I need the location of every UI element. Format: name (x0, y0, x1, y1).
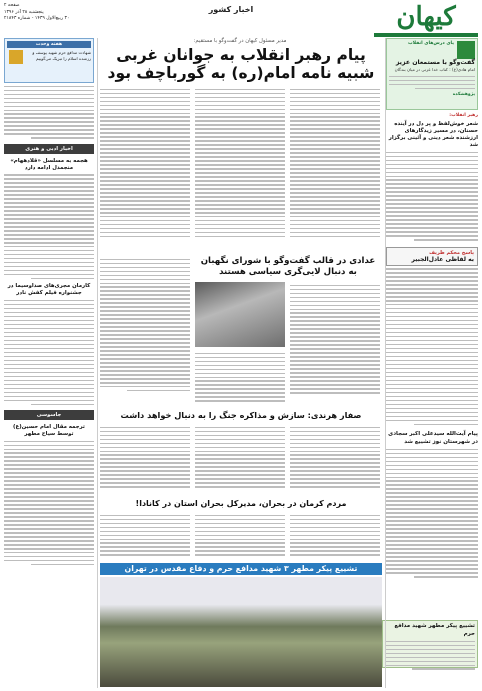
story-body (290, 282, 380, 407)
footer-feature-title: تشییع پیکر مطهر شهید مدافع حرم (394, 623, 475, 637)
ad-text: شهادت مدافع حرم شهید یوسف و رزمنده اسلام را تبریک می‌گوییم (32, 50, 91, 61)
headline-line: شبیه نامه امام(ره) به گورباچف بود (107, 64, 375, 82)
issue-meta (4, 3, 94, 23)
boxed-story-kicker: پاسخ محکم ظریف (429, 249, 474, 256)
story-body (290, 424, 380, 496)
footer-feature-box (382, 620, 478, 668)
column-divider (97, 38, 98, 688)
feature-link[interactable]: پژوهشکده (452, 91, 475, 97)
issue-meta-line: ۳۰ ربیع‌الاول ۱۴۳۹ - شماره ۲۱۸۴۳ (4, 16, 70, 21)
boxed-story-title: به لفاظی عادل‌الجبیر (411, 255, 474, 263)
column-body (4, 86, 94, 139)
feature-logo-icon (457, 41, 475, 59)
issue-meta-line: صفحه ۲ (4, 3, 20, 8)
story-headline: عدادی در قالب گفت‌وگو با شورای نگهبان به دنبال لایی‌گری سیاسی هستند (200, 256, 376, 277)
ad-heading: هفته وحدت (7, 41, 91, 48)
story-headline: مردم کرمان در بحران، مدیرکل بحران استان در کانادا! (135, 499, 347, 508)
main-headline (100, 46, 382, 82)
footer-feature-body (385, 641, 475, 670)
story-body (290, 512, 380, 560)
ad-box (4, 38, 94, 83)
story-title: کارمان مجری‌های صداوسیما در جشنواره فیلم کفش نادر (7, 283, 91, 297)
main-story-column (100, 86, 190, 251)
feature-lead: امام هادی(ع) : کتاب خدا عزتی در میان بندگان (394, 67, 475, 72)
column-divider (385, 38, 386, 688)
story-body (4, 174, 94, 279)
issue-meta-line: پنجشنبه ۲۸ آذر ۱۳۹۶ (4, 9, 44, 15)
story-body (100, 424, 190, 496)
ad-logo-icon (9, 50, 23, 64)
headline-line: پیام رهبر انقلاب به جوانان غربی (116, 46, 366, 64)
feature-title: گفت‌وگو با مستمعان عزیز (395, 59, 475, 66)
story-body (100, 512, 190, 560)
boxed-story-head (386, 247, 478, 266)
story-body (195, 512, 285, 560)
funeral-procession-photo (100, 577, 382, 687)
feature-tag: پای درس‌های انقلاب (407, 41, 454, 46)
story-body (195, 424, 285, 496)
story-body (386, 152, 478, 241)
story-body (4, 300, 94, 405)
section-band: اخبار ادبی و هنری (4, 144, 94, 154)
section-title: اخبار کشور (208, 5, 254, 14)
story-title: ترجمه مقال امام حسین(ع) توسط سیاح مطهر (13, 423, 85, 437)
story-body (386, 449, 478, 578)
boxed-story-body (386, 268, 478, 425)
headline-kicker: مدیر مسئول کیهان در گفت‌وگو با مستقیم: (193, 38, 287, 44)
story-title: هجمه به مسلسل «قلادههام» منجمدل ادامه دارد (10, 157, 88, 171)
story-title: شعر خوش‌لفظ و پر دل در آینده حسنان، در مسیر زیدگارهای ارزشنده شعر دینی و آئینی برگزار شد (388, 121, 478, 148)
newspaper-logo: کیهان (396, 2, 456, 32)
photo-caption-band: تشییع پیکر مطهر ۳ شهید مدافع حرم و دفاع مقدس در تهران (100, 563, 382, 575)
main-story-column (195, 86, 285, 251)
main-story-column (290, 86, 380, 251)
right-column (386, 38, 478, 688)
story-kicker: رهبر انقلاب: (449, 113, 478, 118)
logo-underline (374, 33, 478, 37)
feature-body (389, 76, 475, 89)
story-body (4, 441, 94, 566)
story-body (100, 256, 190, 406)
feature-box (386, 38, 478, 110)
meeting-photo (195, 282, 285, 347)
left-column (4, 38, 94, 688)
story-title: پیام آیت‌الله سید‌علی اکبر سجادی در شهرستان نوز تشییع شد (388, 431, 478, 445)
section-band: جاسوسی (4, 410, 94, 420)
story-body (195, 350, 285, 408)
story-headline: صفار هرندی: سازش و مذاکره جنگ را به دنبال خواهد داشت (120, 410, 362, 420)
